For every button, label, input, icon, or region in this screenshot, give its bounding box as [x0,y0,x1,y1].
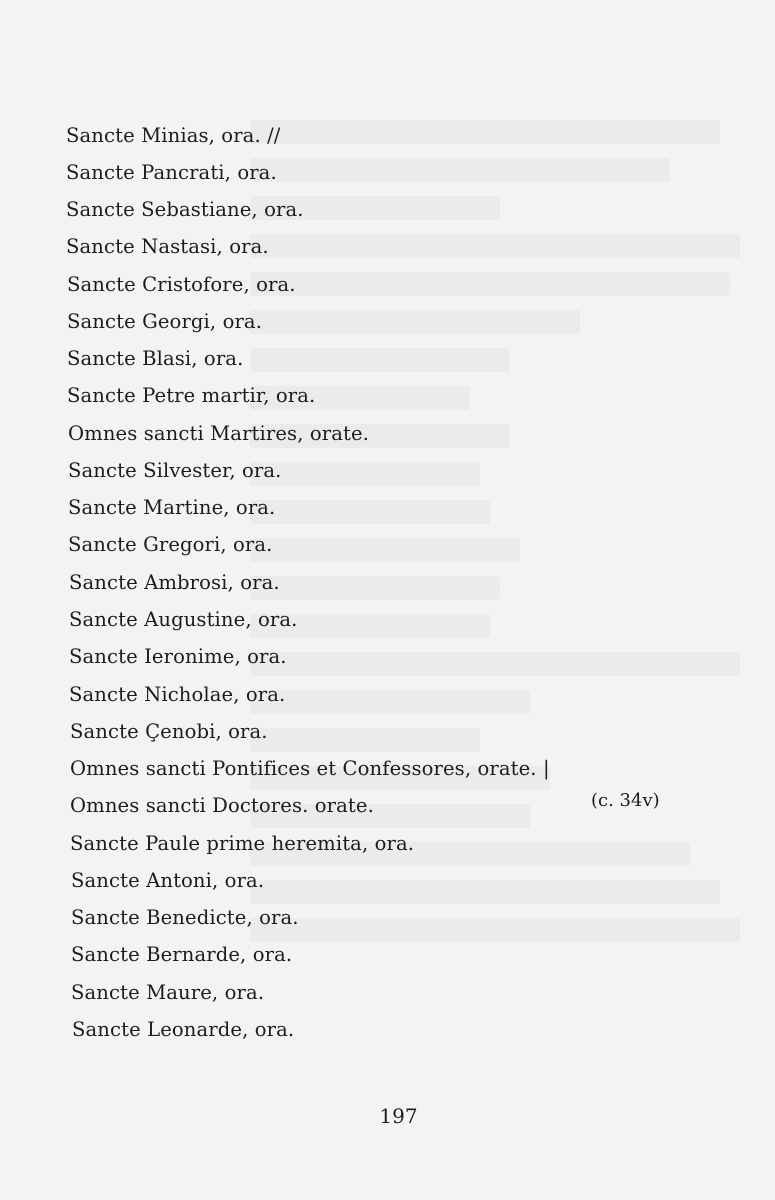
litany-line: Sancte Paule prime heremita, ora. [70,832,415,855]
litany-line: Sancte Cristofore, ora. [67,273,296,296]
litany-line: Omnes sancti Pontifices et Confessores, orate. | [70,757,550,780]
litany-line: Omnes sancti Martires, orate. [68,422,370,445]
litany-line: Omnes sancti Doctores. orate. [70,794,374,817]
litany-line: Sancte Ieronime, ora. [69,645,287,668]
litany-line: Sancte Minias, ora. // [66,124,281,147]
litany-line: Sancte Bernarde, ora. [71,943,293,966]
litany-line: Sancte Leonarde, ora. [72,1018,295,1041]
litany-line: Sancte Benedicte, ora. [71,906,299,929]
litany-line: Sancte Sebastiane, ora. [66,198,304,221]
litany-line: Sancte Nastasi, ora. [66,235,269,258]
page-number: 197 [379,1104,418,1128]
folio-reference: (c. 34v) [591,790,660,811]
litany-line: Sancte Ambrosi, ora. [69,571,280,594]
litany-line: Sancte Petre martir, ora. [67,384,316,407]
litany-line: Sancte Georgi, ora. [67,310,263,333]
litany-line: Sancte Augustine, ora. [69,608,298,631]
litany-line: Sancte Nicholae, ora. [69,683,286,706]
litany-line: Sancte Blasi, ora. [67,347,244,370]
litany-line: Sancte Pancrati, ora. [66,161,277,184]
litany-line: Sancte Çenobi, ora. [70,720,268,743]
litany-line: Sancte Gregori, ora. [68,533,273,556]
litany-line: Sancte Silvester, ora. [68,459,282,482]
litany-line: Sancte Maure, ora. [71,981,265,1004]
litany-line: Sancte Antoni, ora. [71,869,265,892]
litany-line: Sancte Martine, ora. [68,496,276,519]
